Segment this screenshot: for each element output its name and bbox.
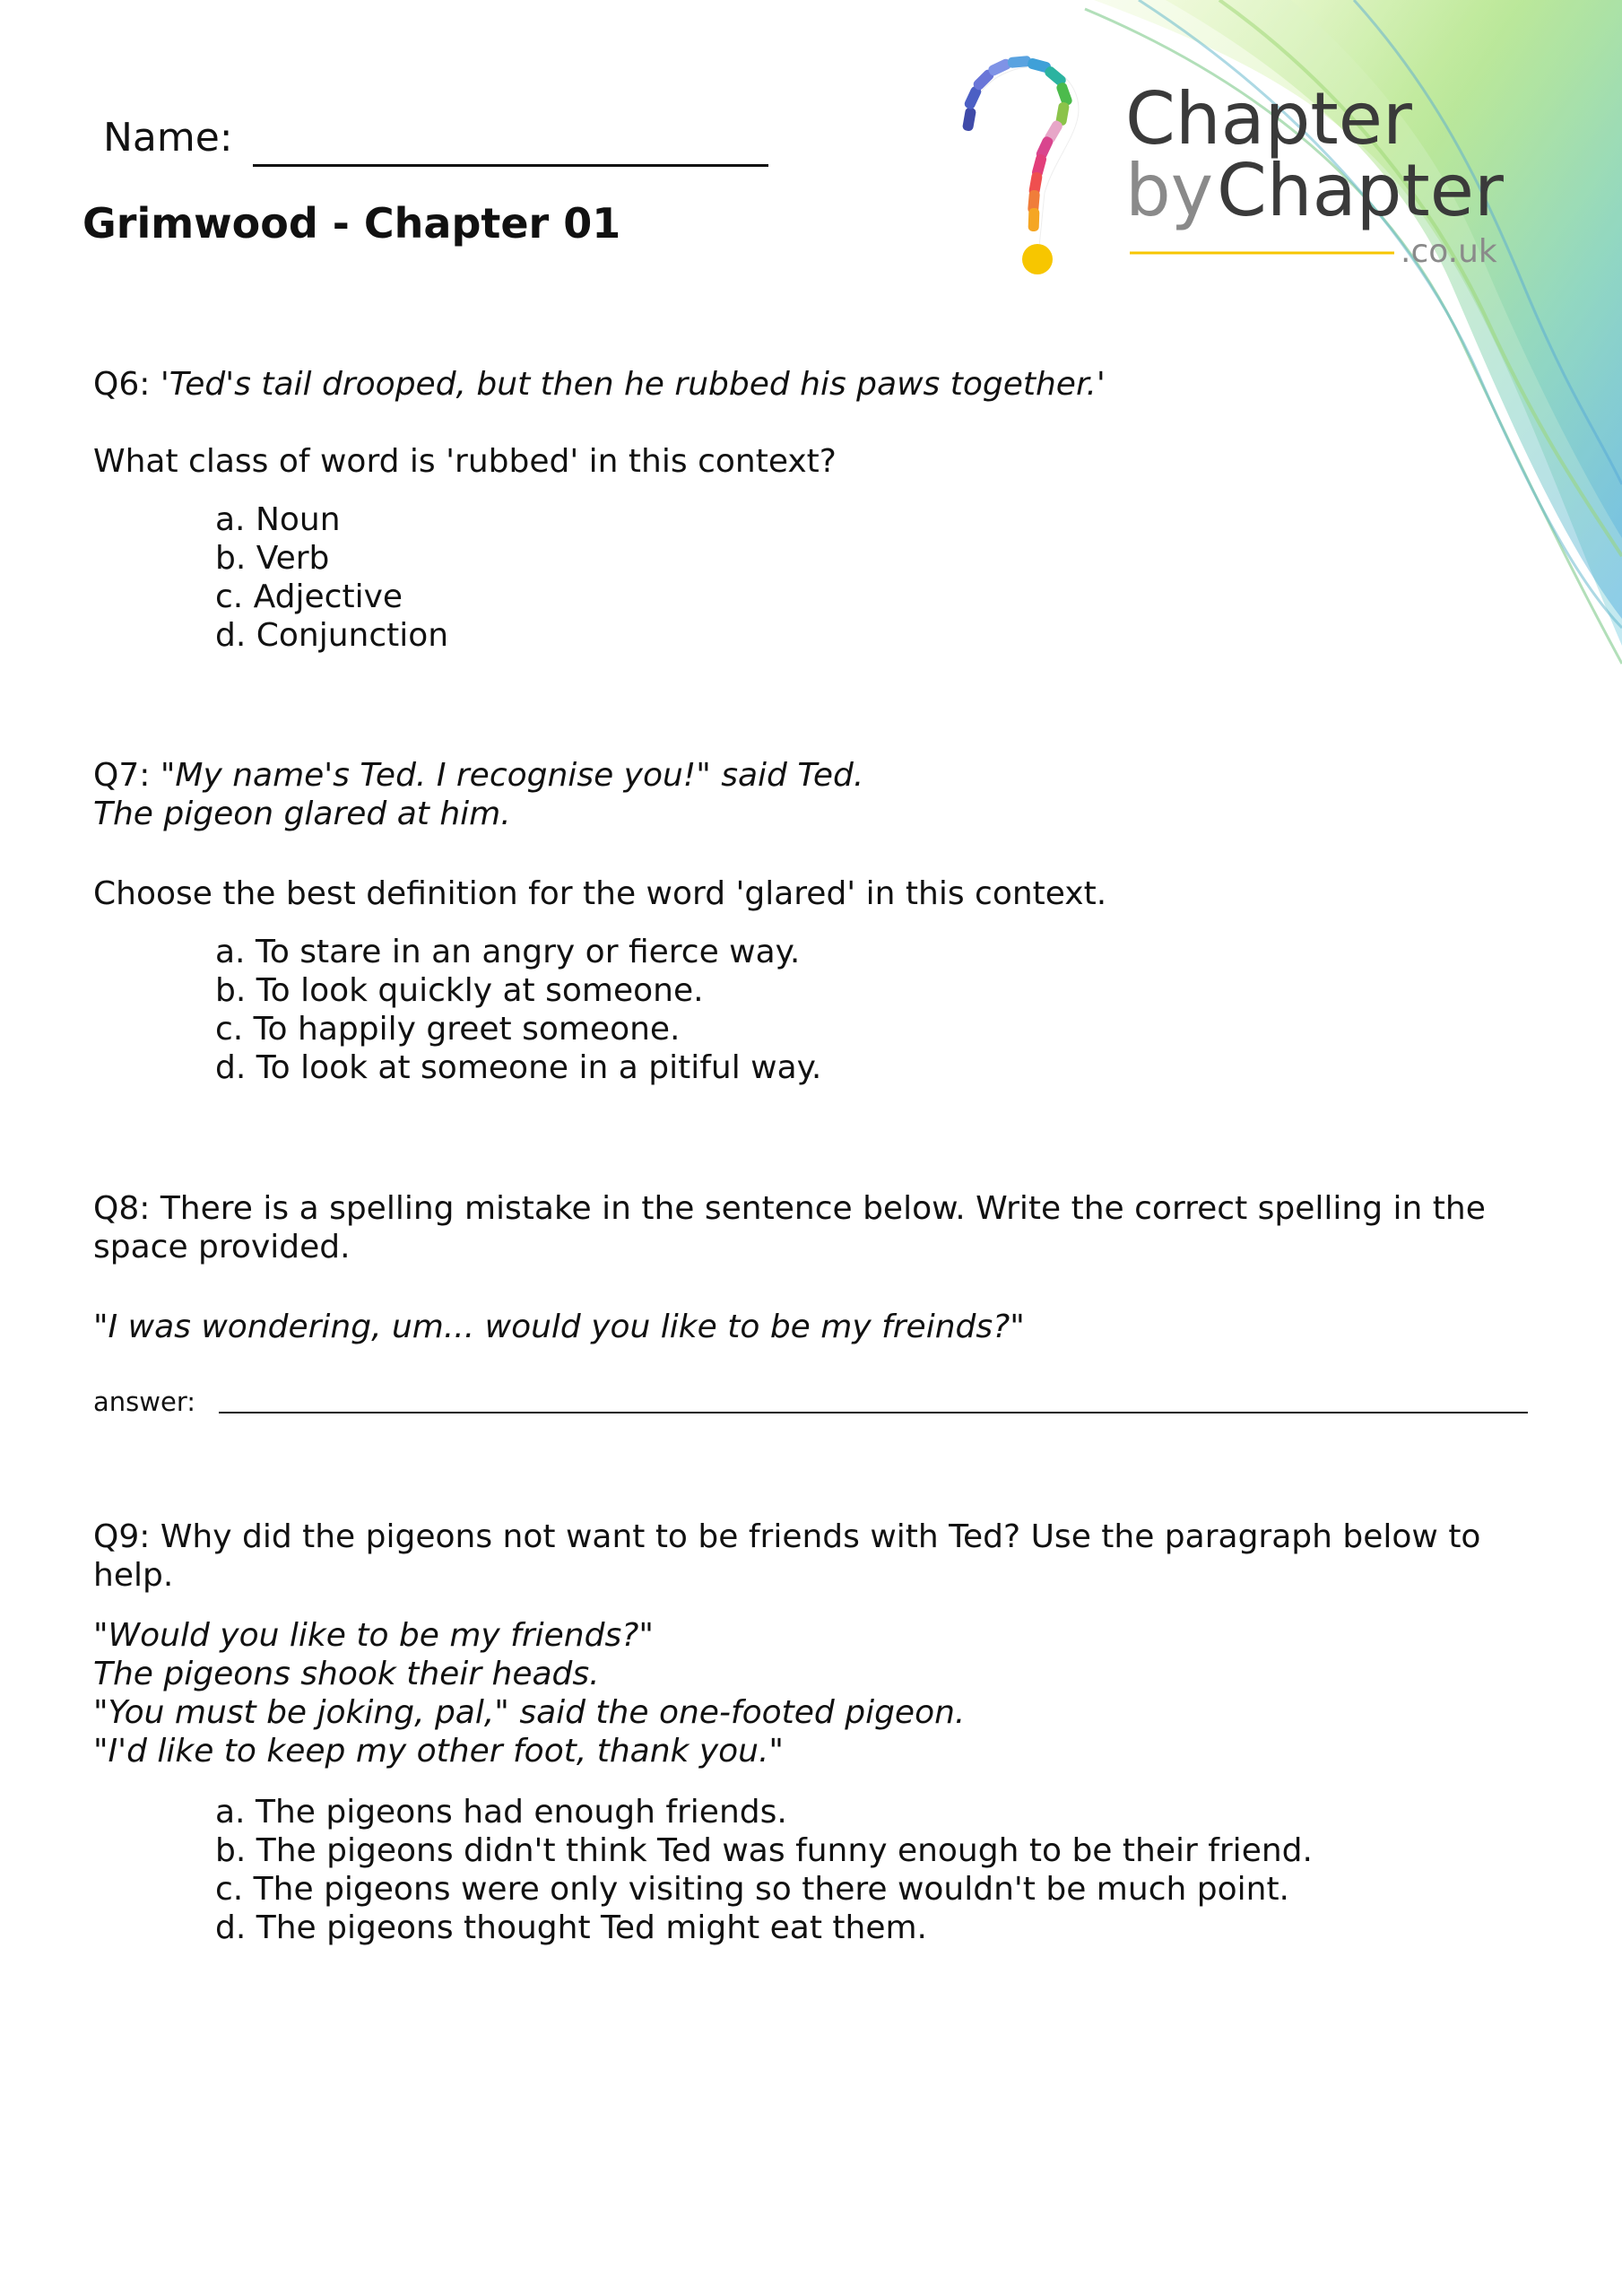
question-mark-books-icon (962, 56, 1079, 274)
q6-quote: 'Ted's tail drooped, but then he rubbed his paws together.' (160, 366, 1106, 403)
q9-paragraph-line: "Would you like to be my friends?" (93, 1617, 654, 1654)
q9-paragraph-line: "You must be joking, pal," said the one-footed pigeon. (93, 1694, 966, 1731)
name-label: Name: (103, 115, 233, 161)
q8-question-line1: Q8: There is a spelling mistake in the sentence below. Write the correct spelling in the (93, 1190, 1486, 1227)
logo-line2-by: by (1125, 149, 1214, 232)
q9-question-line2: help. (93, 1557, 174, 1594)
q7-option-c: c. To happily greet someone. (215, 1011, 681, 1048)
q9-question-line1: Q9: Why did the pigeons not want to be friends with Ted? Use the paragraph below to (93, 1518, 1481, 1555)
chapter-by-chapter-logo (950, 49, 1542, 318)
logo-suffix: .co.uk (1401, 233, 1497, 270)
q7-option-d: d. To look at someone in a pitiful way. (215, 1049, 822, 1086)
q9-option-a: a. The pigeons had enough friends. (215, 1794, 787, 1831)
logo-line2-chapter: Chapter (1217, 149, 1504, 232)
q6-prompt (93, 365, 1106, 404)
q7-prefix: Q7: (93, 757, 151, 794)
q8-answer-label: answer: (93, 1387, 196, 1417)
q9-options (215, 1793, 1313, 1947)
logo-line1: Chapter (1125, 77, 1412, 161)
name-write-line (253, 164, 768, 167)
q9-option-d: d. The pigeons thought Ted might eat them. (215, 1909, 928, 1946)
q8-question-line2: space provided. (93, 1229, 351, 1265)
q9-paragraph-line: "I'd like to keep my other foot, thank you." (93, 1733, 784, 1770)
q6-question: What class of word is 'rubbed' in this context? (93, 443, 837, 480)
q8-quote: "I was wondering, um... would you like to be my freinds?" (93, 1309, 1025, 1345)
q6-option-b: b. Verb (215, 540, 330, 577)
q7-options (215, 933, 821, 1087)
q9-paragraph (93, 1616, 965, 1770)
q6-prefix: Q6: (93, 366, 151, 403)
q7-prompt (93, 756, 863, 796)
q7-quote-line2: The pigeon glared at him. (93, 796, 511, 832)
q8-answer-line[interactable] (219, 1412, 1528, 1413)
worksheet-title: Grimwood - Chapter 01 (82, 199, 621, 248)
q9-option-b: b. The pigeons didn't think Ted was funny enough to be their friend. (215, 1832, 1313, 1869)
q6-option-a: a. Noun (215, 501, 341, 538)
q7-option-b: b. To look quickly at someone. (215, 972, 704, 1009)
q6-options (215, 500, 448, 655)
q7-quote-line1: "My name's Ted. I recognise you!" said Ted. (160, 757, 864, 794)
q6-option-d: d. Conjunction (215, 617, 449, 654)
q7-option-a: a. To stare in an angry or fierce way. (215, 934, 801, 970)
q9-option-c: c. The pigeons were only visiting so there wouldn't be much point. (215, 1871, 1290, 1908)
q9-paragraph-line: The pigeons shook their heads. (93, 1656, 600, 1692)
q6-option-c: c. Adjective (215, 578, 403, 615)
q7-question: Choose the best definition for the word 'glared' in this context. (93, 875, 1107, 912)
